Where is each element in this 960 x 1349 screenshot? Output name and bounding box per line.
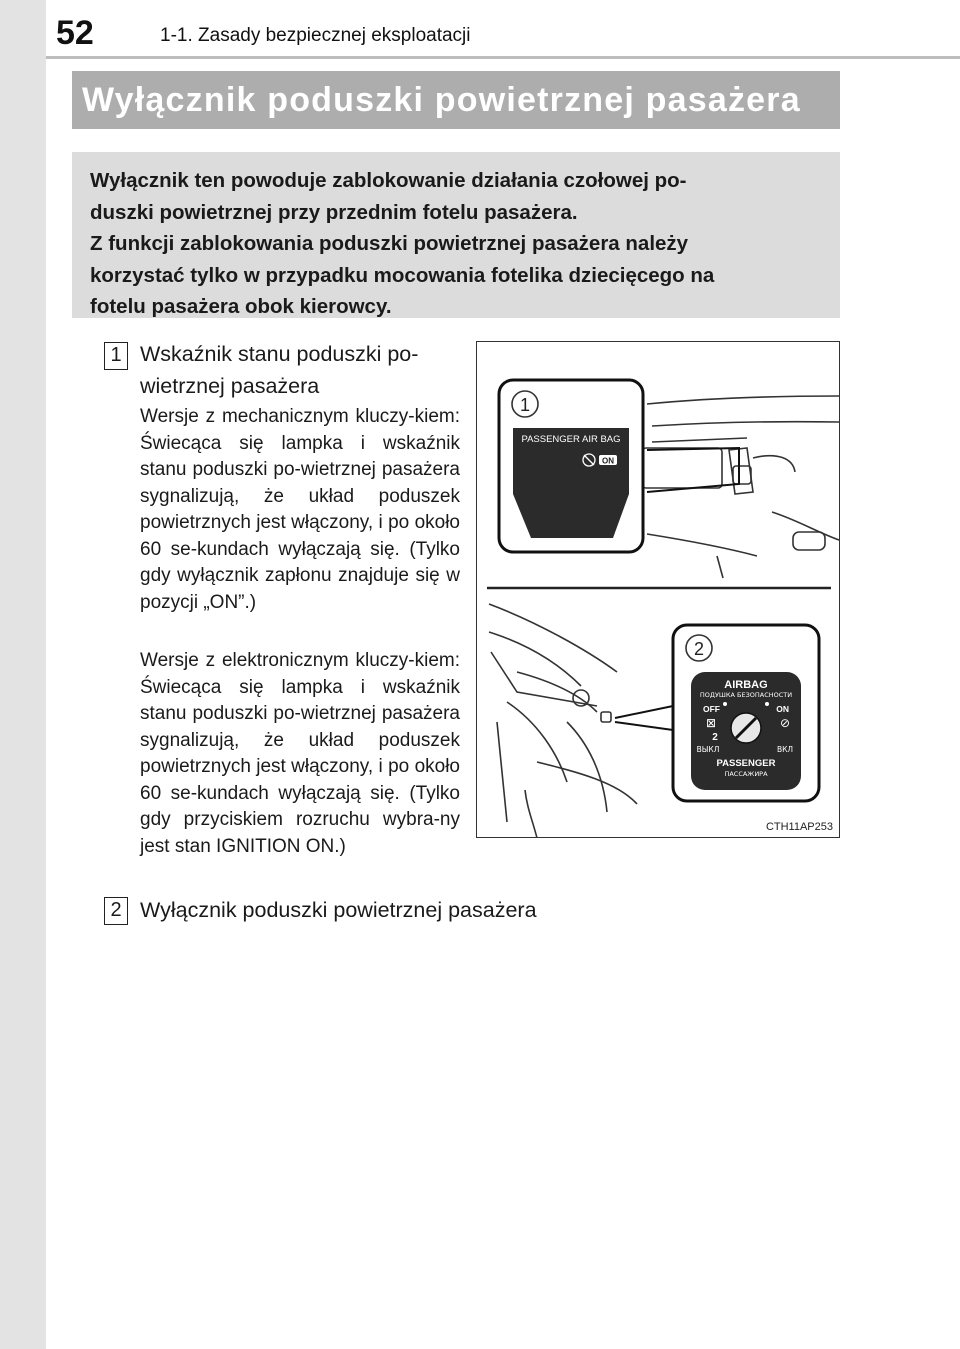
item-2-title: Wyłącznik poduszki powietrznej pasażera	[140, 898, 537, 922]
switch-on-label: ON	[776, 704, 789, 714]
intro-line: duszki powietrznej przy przednim fotelu pasażera.	[90, 200, 578, 224]
item-1-title	[140, 338, 460, 402]
switch-passenger-label: PASSENGER	[716, 758, 776, 769]
switch-title-ru: ПОДУШКА БЕЗОПАСНОСТИ	[699, 691, 793, 699]
item-1-title-line: wietrznej pasażera	[140, 374, 320, 398]
figure-code: CTH11AP253	[765, 821, 833, 833]
chapter-title: 1-1. Zasady bezpiecznej eksploatacji	[160, 25, 471, 46]
leader-line-1	[647, 448, 739, 492]
switch-title: AIRBAG	[724, 679, 768, 691]
intro-line: korzystać tylko w przypadku mocowania fotelika dziecięcego na	[90, 263, 715, 287]
leader-line-2	[615, 706, 673, 730]
section-title-bar	[72, 71, 840, 129]
indicator-on-label: ON	[602, 456, 614, 466]
switch-on-dot	[765, 702, 769, 706]
switch-off-dot	[723, 702, 727, 706]
section-title: Wyłącznik poduszki powietrznej pasażera	[82, 80, 801, 119]
switch-on-ru-label: ВКЛ	[776, 745, 794, 754]
dashboard-upper-sketch	[642, 396, 839, 578]
header-rule	[46, 56, 960, 59]
indicator-label: PASSENGER AIR BAG	[521, 434, 621, 445]
child-seat-icon: ⊠	[705, 716, 717, 730]
switch-row-number: 2	[712, 732, 718, 743]
item-number-badge: 1	[104, 342, 128, 370]
page-number: 52	[56, 14, 94, 52]
callout-1-number: 1	[519, 395, 531, 415]
intro-box	[72, 152, 840, 318]
item-1-paragraph-mechanical-key: Wersje z mechanicznym kluczy-kiem: Świecąca się lampka i wskaźnik stanu poduszki po-wietrznej pasażera sygnalizują, że układ poduszek powietrznych jest włączony, i po około 60 se-kundach wyłączają się. (Tylko gdy wyłącznik zapłonu znajduje się w pozycji „ON”.)	[140, 406, 460, 613]
item-number-badge: 2	[104, 897, 128, 925]
item-1-title-line: Wskaźnik stanu poduszki po-	[140, 342, 419, 366]
switch-off-ru-label: ВЫКЛ	[696, 745, 720, 754]
airbag-illustration-drawing	[477, 342, 840, 838]
airbag-illustration	[476, 341, 840, 838]
callout-2-number: 2	[693, 639, 705, 659]
intro-line: Z funkcji zablokowania poduszki powietrznej pasażera należy	[90, 232, 689, 255]
side-margin-band	[0, 0, 46, 1349]
intro-line: Wyłącznik ten powoduje zablokowanie działania czołowej po-	[90, 169, 687, 192]
airbag-on-icon: ⊘	[779, 716, 791, 730]
switch-off-label: OFF	[703, 704, 720, 714]
switch-passenger-ru-label: ПАССАЖИРА	[724, 770, 768, 778]
item-1-paragraph-electronic-key: Wersje z elektronicznym kluczy-kiem: Świecąca się lampka i wskaźnik stanu poduszki po-wietrznej pasażera sygnalizują, że układ poduszek powietrznych jest włączony, i po około 60 se-kundach wyłączają się. (Tylko gdy przyciskiem rozruchu wybra-ny jest stan IGNITION ON.)	[140, 650, 460, 857]
intro-line: fotelu pasażera obok kierowcy.	[90, 295, 392, 318]
cabin-lower-sketch	[489, 604, 637, 838]
